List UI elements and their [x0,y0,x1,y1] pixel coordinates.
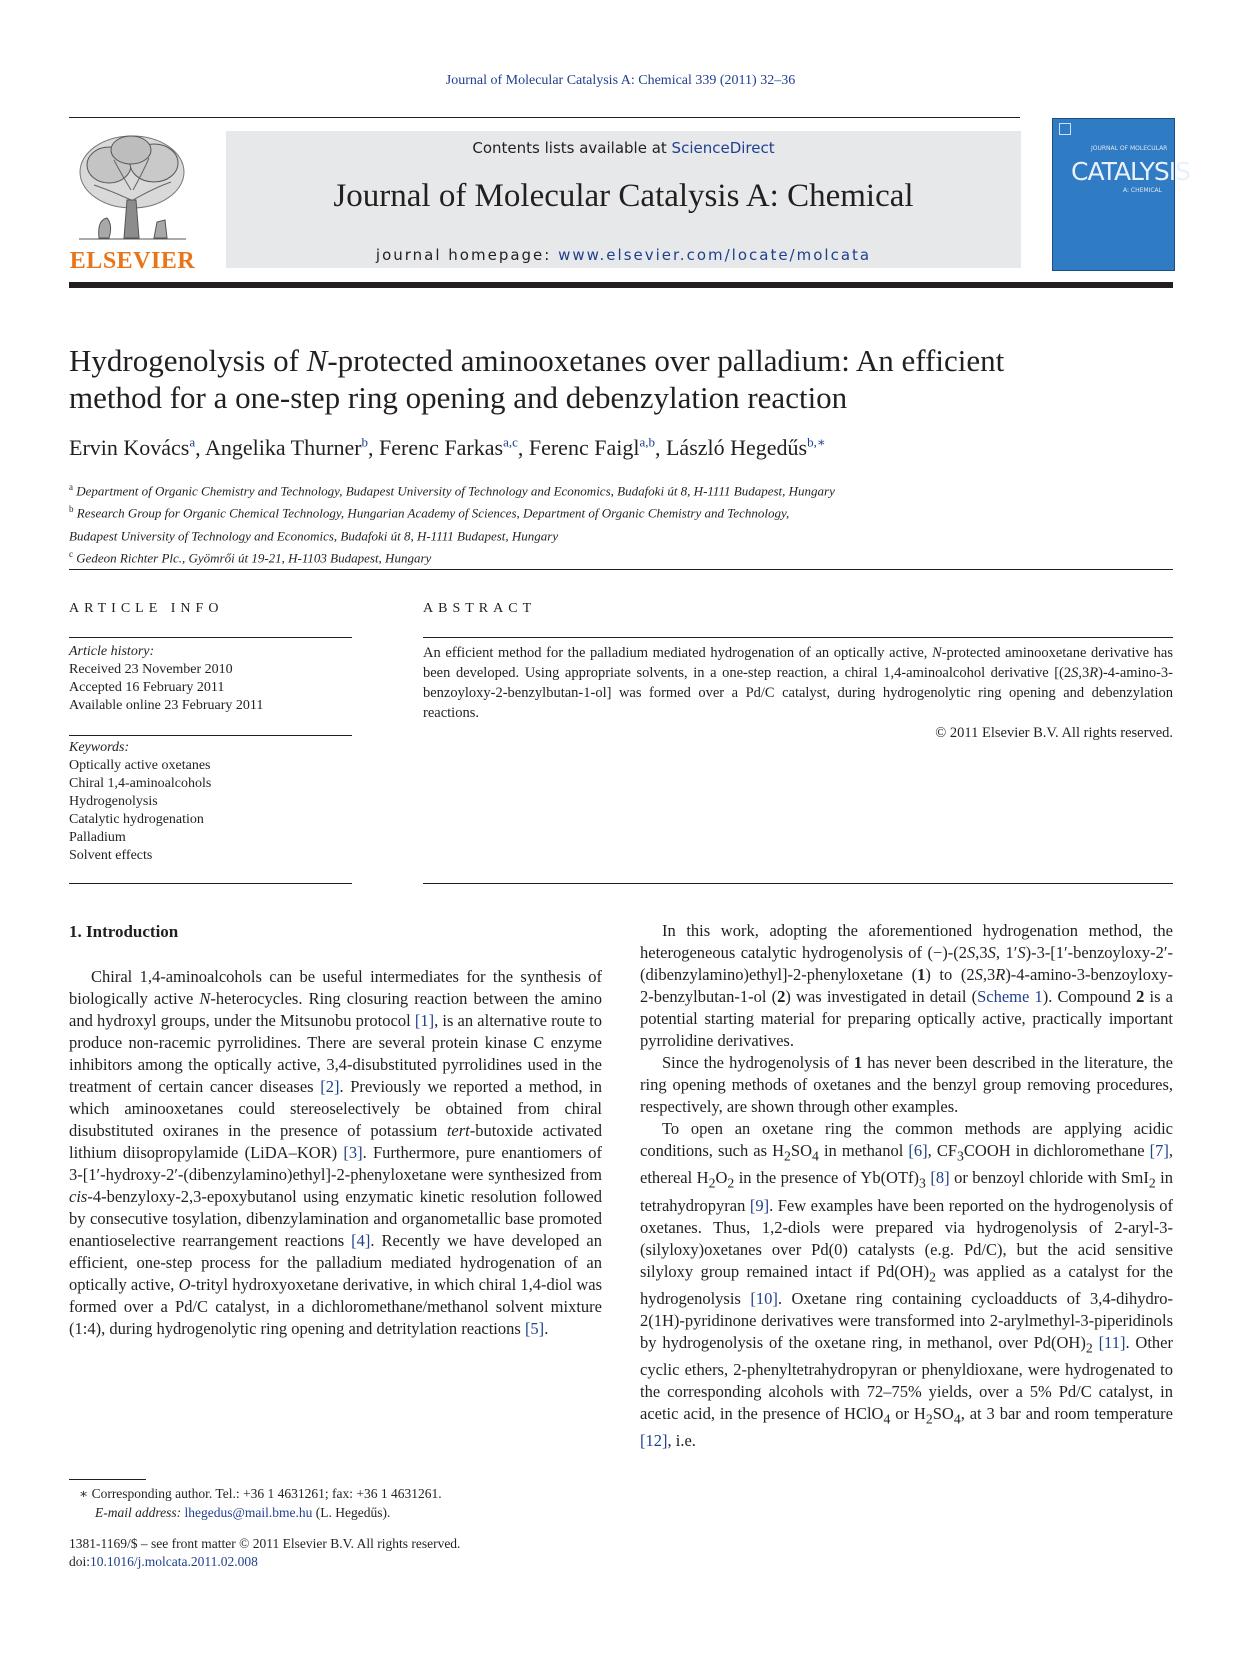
divider [423,637,1173,638]
citation-link[interactable]: [9] [749,1195,770,1215]
homepage-link[interactable]: www.elsevier.com/locate/molcata [558,246,872,264]
divider [69,735,352,736]
footnote-rule [69,1479,146,1480]
citation-link[interactable]: [11] [1098,1332,1126,1352]
citation-link[interactable]: [7] [1149,1141,1169,1160]
citation-link[interactable]: [4] [351,1231,371,1250]
divider [423,883,1173,884]
keyword: Solvent effects [69,848,153,863]
keyword: Hydrogenolysis [69,794,158,809]
corresponding-author-footnote: ∗ Corresponding author. Tel.: +36 1 4631261; fax: +36 1 4631261. E-mail address: lhegedus@mail.bme.hu (L. Hegedűs). [79,1486,442,1520]
received-date: Received 23 November 2010 [69,662,233,677]
citation-link[interactable]: [1] [414,1011,435,1030]
journal-cover[interactable] [1052,118,1191,271]
paragraph: Chiral 1,4-aminoalcohols can be useful intermediates for the synthesis of biologically active N-heterocycles. Ring closuring reaction between the amino and hydroxyl groups, under the Mitsunobu protocol [1], is an alternative route to produce non-racemic pyrrolidines. There are several protein kinase C enzyme inhibitors among the optically active, 3,4-disubstituted pyrrolidines used in the treatment of certain cancer diseases [2]. Previously we reported a method, in which aminooxetanes could stereoselectively be obtained from chiral disubstituted oxiranes in the presence of potassium tert-butoxide activated lithium diisopropylamide (LiDA–KOR) [3]. Furthermore, pure enantiomers of 3-[1′-hydroxy-2′-(dibenzylamino)ethyl]-2-phenyloxetane were synthesized from cis-4-benzyloxy-2,3-epoxybutanol using enzymatic kinetic resolution followed by consecutive tosylation, dibenzylamination and organometallic base promoted enantioselective rearrangement reactions [4]. Recently we have developed an efficient, one-step process for the palladium mediated hydrogenation of an optically active, O-trityl hydroxyoxetane derivative, in which chiral 1,4-diol was formed over a Pd/C catalyst, in a dichloromethane/methanol solvent mixture (1:4), during hydrogenolytic ring opening and detritylation reactions [5]. [69,967,602,1338]
divider [69,569,1173,570]
keywords [69,739,352,865]
keywords-label: Keywords: [69,740,130,755]
journal-title: Journal of Molecular Catalysis A: Chemical [333,178,914,214]
email-link[interactable]: lhegedus@mail.bme.hu [184,1505,313,1520]
affiliation: $^a$ Department of Organic Chemistry and Technology, Budapest University of Technology and Economics, Budafoki út 8, H-1111 Budapest, Hungary [69,482,835,499]
online-date: Available online 23 February 2011 [69,698,264,713]
keyword: Optically active oxetanes [69,758,211,773]
author: Ferenc Farkas$^{a,c}$ [379,435,518,461]
keyword: Chiral 1,4-aminoalcohols [69,776,212,791]
scheme-link[interactable]: Scheme 1 [977,987,1043,1006]
issn-line: 1381-1169/$ – see front matter © 2011 Elsevier B.V. All rights reserved. [69,1536,461,1551]
citation-link[interactable]: [12] [640,1431,668,1451]
sciencedirect-link[interactable]: ScienceDirect [671,139,775,157]
journal-citation[interactable]: Journal of Molecular Catalysis A: Chemical 339 (2011) 32–36 [445,73,796,88]
body-column-right [640,920,1173,1452]
section-heading-introduction: 1. Introduction [69,922,179,941]
cover-emblem-icon [1059,123,1071,135]
journal-masthead [226,131,1021,268]
affiliations [69,478,1173,567]
affiliation: $^b$ Research Group for Organic Chemical Technology, Hungarian Academy of Sciences, Department of Organic Chemistry and Technology, [69,504,790,521]
abstract-text: An efficient method for the palladium mediated hydrogenation of an optically active, N-protected aminooxetane derivative has been developed. Using appropriate solvents, in a one-step reaction, a chiral 1,4-aminoalcohol derivative [(2S,3R)-4-amino-3-benzoyloxy-2-benzylbutan-1-ol] was formed over a Pd/C catalyst, during hydrogenolytic ring opening and debenzylation reactions. [423,645,1173,721]
author: Ervin Kovács$^a$ [69,435,196,461]
abstract-heading: ABSTRACT [423,601,537,616]
cover-title: CATALYSIS [1071,157,1191,186]
issn-block [69,1535,609,1571]
author: László Hegedűs$^{b,∗}$ [665,435,826,461]
divider [69,883,352,884]
affiliation: Budapest University of Technology and Economics, Budafoki út 8, H-1111 Budapest, Hungary [69,527,559,543]
article-info-heading: ARTICLE INFO [69,601,224,616]
paragraph: In this work, adopting the aforementioned hydrogenation method, the heterogeneous catalytic hydrogenolysis of (−)-(2S,3S, 1′S)-3-[1′-benzoyloxy-2′-(dibenzylamino)ethyl]-2-phenyloxetane (1) to (2S,3R)-4-amino-3-benzoyloxy-2-benzylbutan-1-ol (2) was investigated in detail (Scheme 1). Compound 2 is a potential starting material for preparing optically active, practically important pyrrolidine derivatives. [640,921,1174,1050]
citation-link[interactable]: [8] [930,1168,950,1188]
citation-link[interactable]: [3] [343,1143,363,1162]
paragraph: Since the hydrogenolysis of 1 has never been described in the literature, the ring opening methods of oxetanes and the benzyl group removing procedures, respectively, are shown through other examples. [640,1053,1174,1116]
citation-link[interactable]: [5] [524,1319,545,1338]
author: Angelika Thurner$^b$ [204,435,369,461]
cover-small-text: JOURNAL OF MOLECULAR [1091,145,1168,152]
masthead-rule [69,282,1173,288]
history-label: Article history: [69,644,155,659]
article-title: Hydrogenolysis of N-protected aminooxetanes over palladium: An efficient method for a one-step ring opening and debenzylation reaction [69,343,1005,415]
keyword: Palladium [69,830,126,845]
paragraph: To open an oxetane ring the common methods are applying acidic conditions, such as $H_2SO_4$ in methanol [6], $CF_3COOH$ in dichloromethane [7], ethereal $H_2O_2$ in the presence of $Yb(OTf)_3$ [8] or benzoyl chloride with SmI$_2$ in tetrahydropyran [9]. Few examples have been reported on the hydrogenolysis of oxetanes. Thus, 1,2-diols were prepared via hydrogenolysis of 2-aryl-3-(silyloxy)oxetanes over Pd(0) catalysts (e.g. Pd/C), but the acid sensitive silyloxy group remained intact if $Pd(OH)_2$ was applied as a catalyst for the hydrogenolysis [10]. Oxetane ring containing cycloadducts of 3,4-dihydro-2(1H)-pyridinone derivatives were transformed into 2-arylmethyl-3-piperidinols by hydrogenolysis of the oxetane ring, in methanol, over $Pd(OH)_2$ [11]. Other cyclic ethers, 2-phenyltetrahydropyran or phenyldioxane, were hydrogenated to the corresponding alcohols with 72–75% yields, over a 5% Pd/C catalyst, in acetic acid, in the presence of HClO$_4$ or $H_2SO_4$, at 3 bar and room temperature [12], i.e. [640,1119,1174,1451]
doi-line: doi:10.1016/j.molcata.2011.02.008 [69,1554,258,1569]
homepage-line: journal homepage: www.elsevier.com/locate/molcata [375,246,872,264]
elsevier-wordmark[interactable]: ELSEVIER [69,248,196,274]
author: Ferenc Faigl$^{a,b}$ [528,435,655,461]
citation-link[interactable]: [6] [908,1141,928,1160]
citation-link[interactable]: [2] [320,1077,340,1096]
accepted-date: Accepted 16 February 2011 [69,680,225,695]
author-list: Ervin Kovács$^a$, Angelika Thurner$^b$, Ferenc Farkas$^{a,c}$, Ferenc Faigl$^{a,b}$, László Hegedűs$^{b,∗}$ [69,435,826,461]
body-column-left [69,966,602,1340]
doi-link[interactable]: 10.1016/j.molcata.2011.02.008 [90,1554,258,1569]
article-history [69,643,352,715]
affiliation: $^c$ Gedeon Richter Plc., Gyömrői út 19-21, H-1103 Budapest, Hungary [69,548,432,566]
citation-link[interactable]: [10] [750,1288,778,1308]
keyword: Catalytic hydrogenation [69,812,204,827]
header-rule [69,117,1020,118]
divider [69,637,352,638]
abstract-copyright: © 2011 Elsevier B.V. All rights reserved. [935,725,1173,741]
contents-line: Contents lists available at ScienceDirect [472,139,775,157]
cover-subtitle: A: CHEMICAL [1123,187,1163,194]
